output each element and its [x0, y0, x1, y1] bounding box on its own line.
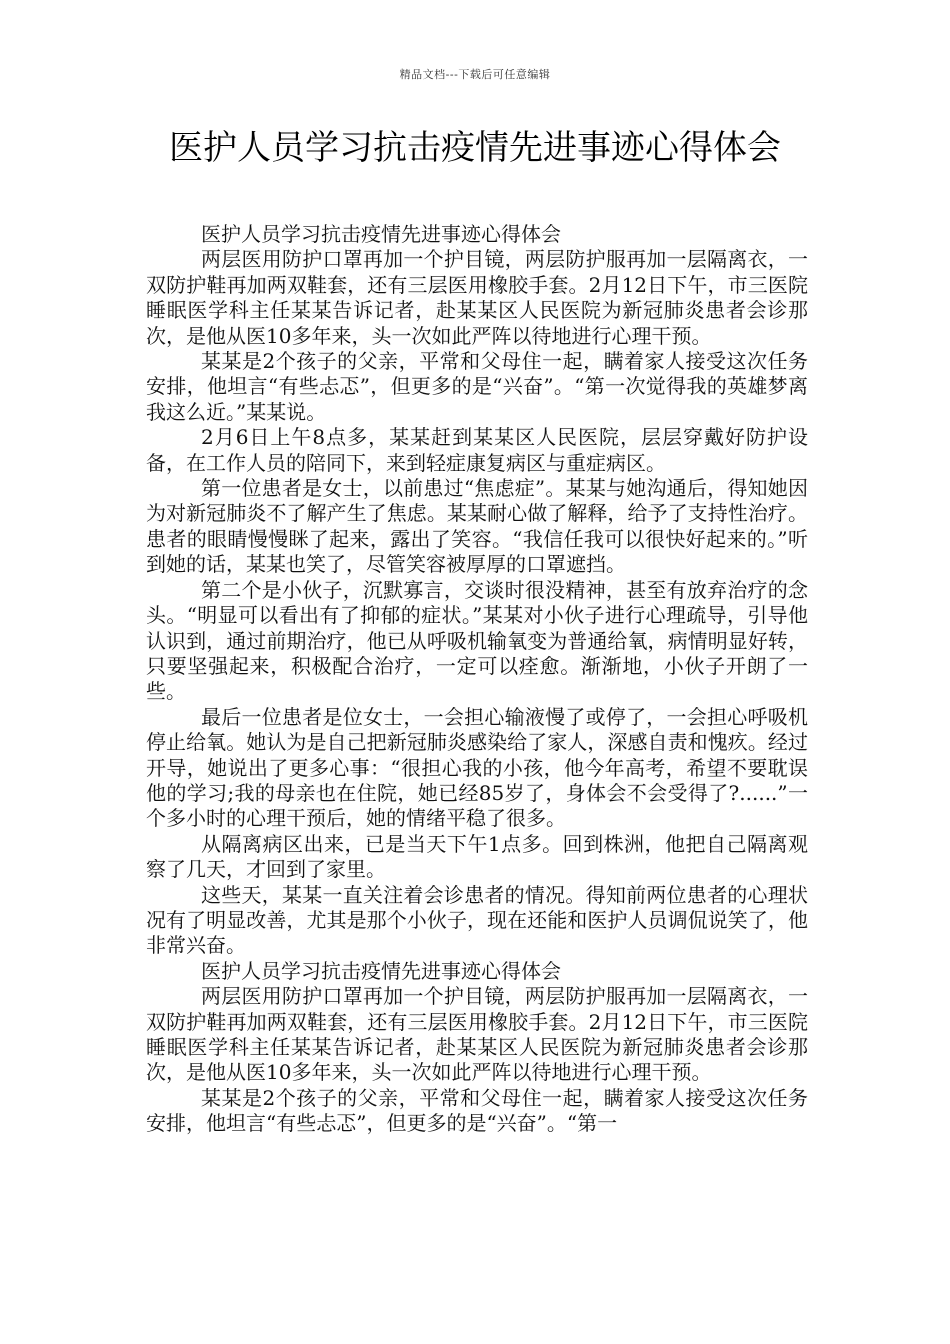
- paragraph-subtitle: 医护人员学习抗击疫情先进事迹心得体会: [201, 222, 561, 246]
- paragraph: 某某是2个孩子的父亲，平常和父母住一起，瞒着家人接受这次任务安排，他坦言“有些忐忑”，但更多的是“兴奋”。“第一: [146, 1085, 808, 1136]
- paragraph: 第一位患者是女士，以前患过“焦虑症”。某某与她沟通后，得知她因为对新冠肺炎不了解产生了焦虑。某某耐心做了解释，给予了支持性治疗。患者的眼睛慢慢眯了起来，露出了笑容。“我信任我可以很快好起来的。”听到她的话，某某也笑了，尽管笑容被厚厚的口罩遮挡。: [146, 476, 808, 577]
- document-body: [146, 222, 808, 1137]
- document-title: 医护人员学习抗击疫情先进事迹心得体会: [169, 128, 781, 168]
- paragraph: 两层医用防护口罩再加一个护目镜，两层防护服再加一层隔离衣，一双防护鞋再加两双鞋套，还有三层医用橡胶手套。2月12日下午，市三医院睡眠医学科主任某某告诉记者，赴某某区人民医院为新冠肺炎患者会诊那次，是他从医10多年来，头一次如此严阵以待地进行心理干预。: [146, 984, 808, 1085]
- paragraph: 最后一位患者是位女士，一会担心输液慢了或停了，一会担心呼吸机停止给氧。她认为是自己把新冠肺炎感染给了家人，深感自责和愧疚。经过开导，她说出了更多心事：“很担心我的小孩，他今年高考，希望不要耽误他的学习;我的母亲也在住院，她已经85岁了，身体会不会受得了?......”一个多小时的心理干预后，她的情绪平稳了很多。: [146, 704, 808, 831]
- paragraph: 某某是2个孩子的父亲，平常和父母住一起，瞒着家人接受这次任务安排，他坦言“有些忐忑”，但更多的是“兴奋”。“第一次觉得我的英雄梦离我这么近。”某某说。: [146, 349, 808, 424]
- paragraph: 第二个是小伙子，沉默寡言，交谈时很没精神，甚至有放弃治疗的念头。“明显可以看出有了抑郁的症状。”某某对小伙子进行心理疏导，引导他认识到，通过前期治疗，他已从呼吸机输氧变为普通给氧，病情明显好转，只要坚强起来，积极配合治疗，一定可以痊愈。渐渐地，小伙子开朗了一些。: [146, 577, 808, 704]
- header-note: 精品文档---下载后可任意编辑: [399, 68, 551, 81]
- paragraph: 2月6日上午8点多，某某赶到某某区人民医院，层层穿戴好防护设备，在工作人员的陪同下，来到轻症康复病区与重症病区。: [146, 425, 808, 475]
- paragraph-subtitle: 医护人员学习抗击疫情先进事迹心得体会: [201, 958, 561, 983]
- paragraph: 两层医用防护口罩再加一个护目镜，两层防护服再加一层隔离衣，一双防护鞋再加两双鞋套，还有三层医用橡胶手套。2月12日下午，市三医院睡眠医学科主任某某告诉记者，赴某某区人民医院为新冠肺炎患者会诊那次，是他从医10多年来，头一次如此严阵以待地进行心理干预。: [146, 247, 808, 348]
- paragraph: 这些天，某某一直关注着会诊患者的情况。得知前两位患者的心理状况有了明显改善，尤其是那个小伙子，现在还能和医护人员调侃说笑了，他非常兴奋。: [146, 882, 808, 958]
- paragraph: 从隔离病区出来，已是当天下午1点多。回到株洲，他把自己隔离观察了几天，才回到了家里。: [146, 831, 808, 882]
